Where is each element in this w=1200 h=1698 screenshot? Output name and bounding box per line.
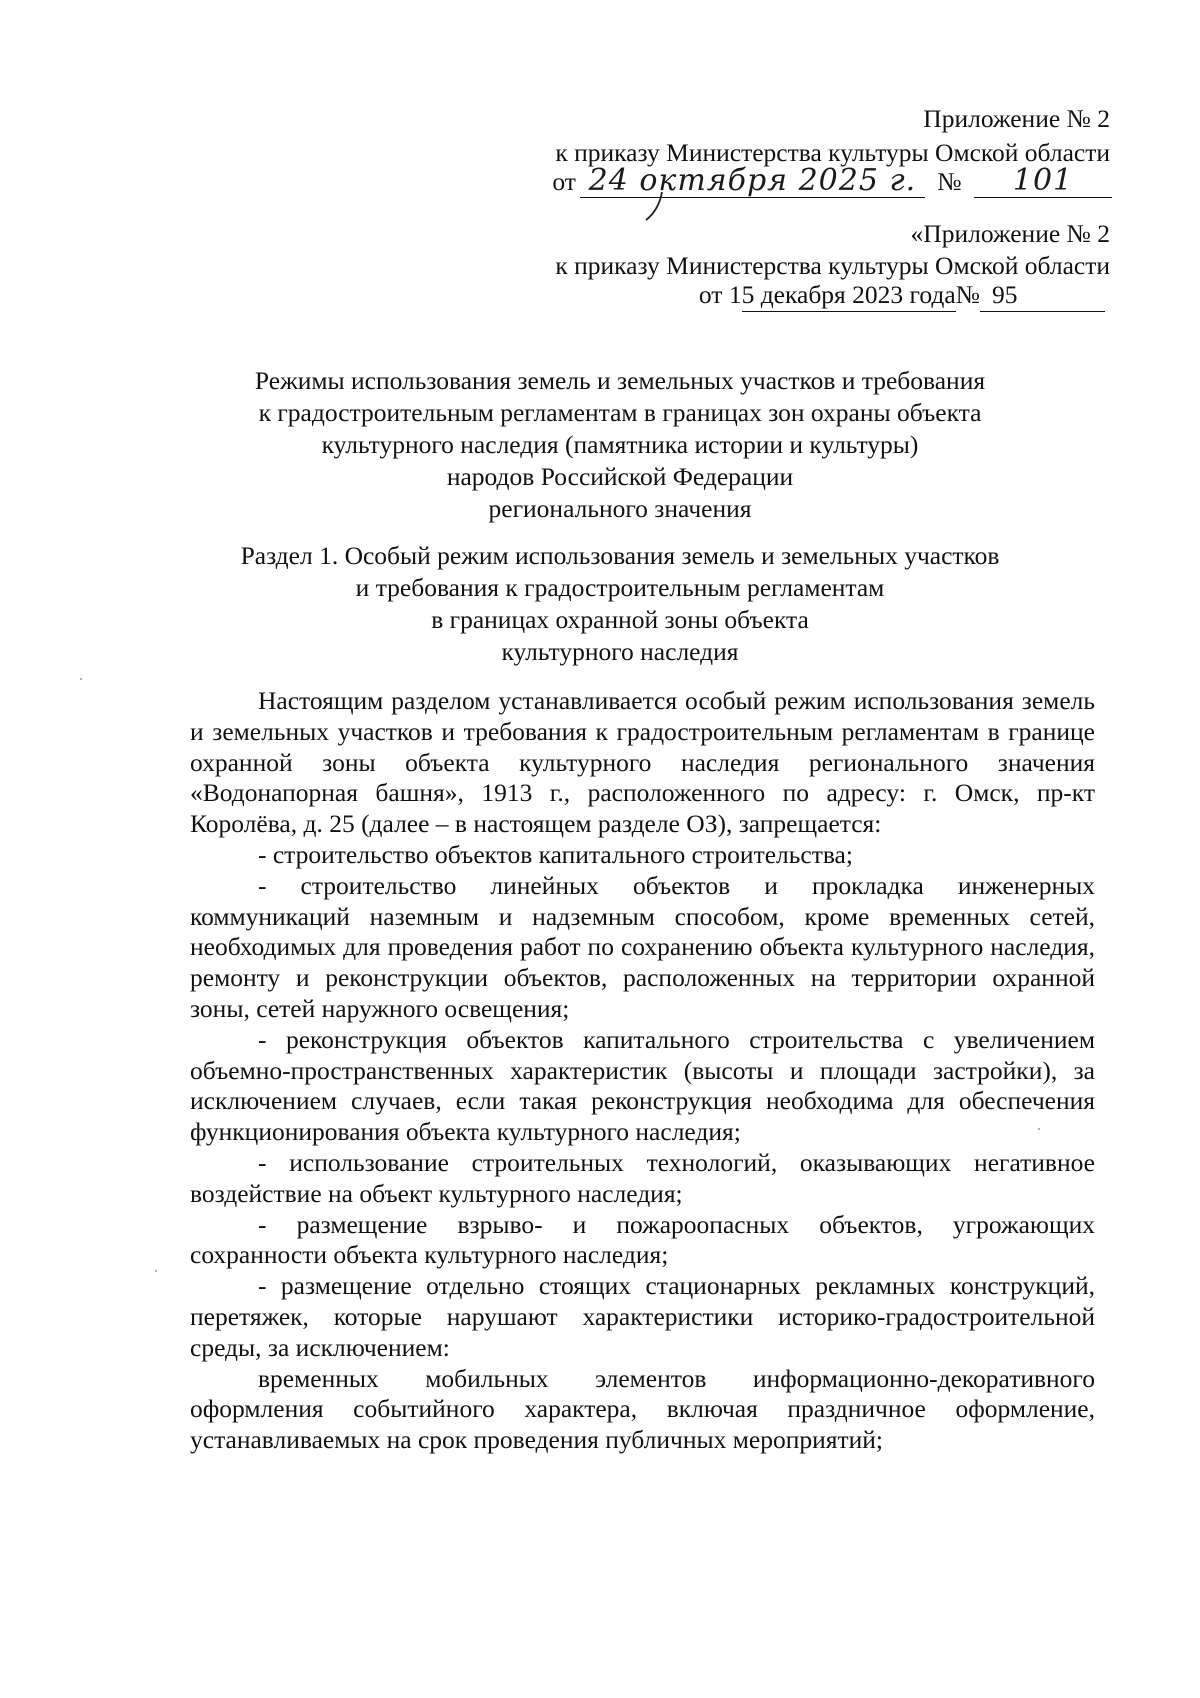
quoted-date: 5 декабря 2023 года — [742, 279, 956, 312]
body-text — [190, 686, 1095, 1456]
handwritten-number: 101 — [974, 165, 1112, 198]
prohibition-item: - реконструкция объектов капитального строительства с увеличением объемно-пространственных характеристик (высоты и площади застройки), за исключением случаев, если такая реконструкция необходима для обеспечения функционирования объекта культурного наследия; — [190, 1024, 1095, 1147]
section-line: в границах охранной зоны объекта — [431, 605, 809, 634]
title-line: регионального значения — [488, 494, 752, 523]
prohibition-item: временных мобильных элементов информационно-декоративного оформления событийного характера, включая праздничное оформление, устанавливаемых на срок проведения публичных мероприятий; — [190, 1363, 1095, 1455]
quoted-appendix-label: «Приложение № 2 — [910, 219, 1110, 248]
quoted-number: 95 — [980, 279, 1105, 312]
handwritten-date: 24 октября 2025 г. — [580, 165, 925, 198]
intro-paragraph: Настоящим разделом устанавливается особый режим использования земель и земельных участков и требования к градостроительным регламентам в границе охранной зоны объекта культурного наследия регионального значения «Водонапорная башня», 1913 г., расположенного по адресу: г. Омск, пр-кт Королёва, д. 25 (далее – в настоящем разделе ОЗ), запрещается: — [190, 686, 1095, 839]
title-line: Режимы использования земель и земельных участков и требования — [254, 366, 986, 395]
section-line: культурного наследия — [501, 637, 739, 666]
title-line: народов Российской Федерации — [446, 462, 794, 491]
from-prefix: от — [552, 167, 576, 196]
title-line: культурного наследия (памятника истории и культуры) — [321, 430, 919, 459]
prohibition-item: - строительство линейных объектов и прокладка инженерных коммуникаций наземным и надземным способом, кроме временных сетей, необходимых для проведения работ по сохранению объекта культурного наследия, ремонту и реконструкции объектов, расположенных на территории охранной зоны, сетей наружного освещения; — [190, 870, 1095, 1023]
order-date-line — [552, 165, 1112, 198]
quoted-number-prefix: № — [955, 280, 980, 309]
appendix-label: Приложение № 2 — [923, 104, 1110, 133]
scan-speck — [155, 1270, 157, 1272]
section-line: Раздел 1. Особый режим использования земель и земельных участков — [240, 541, 1000, 570]
document-title — [190, 365, 1050, 525]
scan-speck — [80, 678, 82, 680]
handwriting-stroke — [640, 190, 670, 222]
number-prefix: № — [937, 167, 962, 196]
section-heading — [190, 540, 1050, 668]
prohibition-item: - строительство объектов капитального строительства; — [258, 839, 853, 869]
prohibition-item: - размещение взрыво- и пожароопасных объектов, угрожающих сохранности объекта культурного наследия; — [190, 1209, 1095, 1270]
order-reference: к приказу Министерства культуры Омской области — [555, 138, 1110, 167]
quoted-order-reference: к приказу Министерства культуры Омской области — [555, 251, 1110, 280]
quoted-order-date-line — [699, 279, 1105, 312]
quoted-from-prefix: от 1 — [698, 280, 742, 309]
scan-speck — [1038, 1128, 1040, 1130]
section-line: и требования к градостроительным регламентам — [355, 573, 885, 602]
prohibition-item: - использование строительных технологий, оказывающих негативное воздействие на объект культурного наследия; — [190, 1147, 1095, 1208]
prohibition-item: - размещение отдельно стоящих стационарных рекламных конструкций, перетяжек, которые нарушают характеристики историко-градостроительной среды, за исключением: — [190, 1271, 1095, 1362]
title-line: к градостроительным регламентам в границах зон охраны объекта — [258, 398, 982, 427]
